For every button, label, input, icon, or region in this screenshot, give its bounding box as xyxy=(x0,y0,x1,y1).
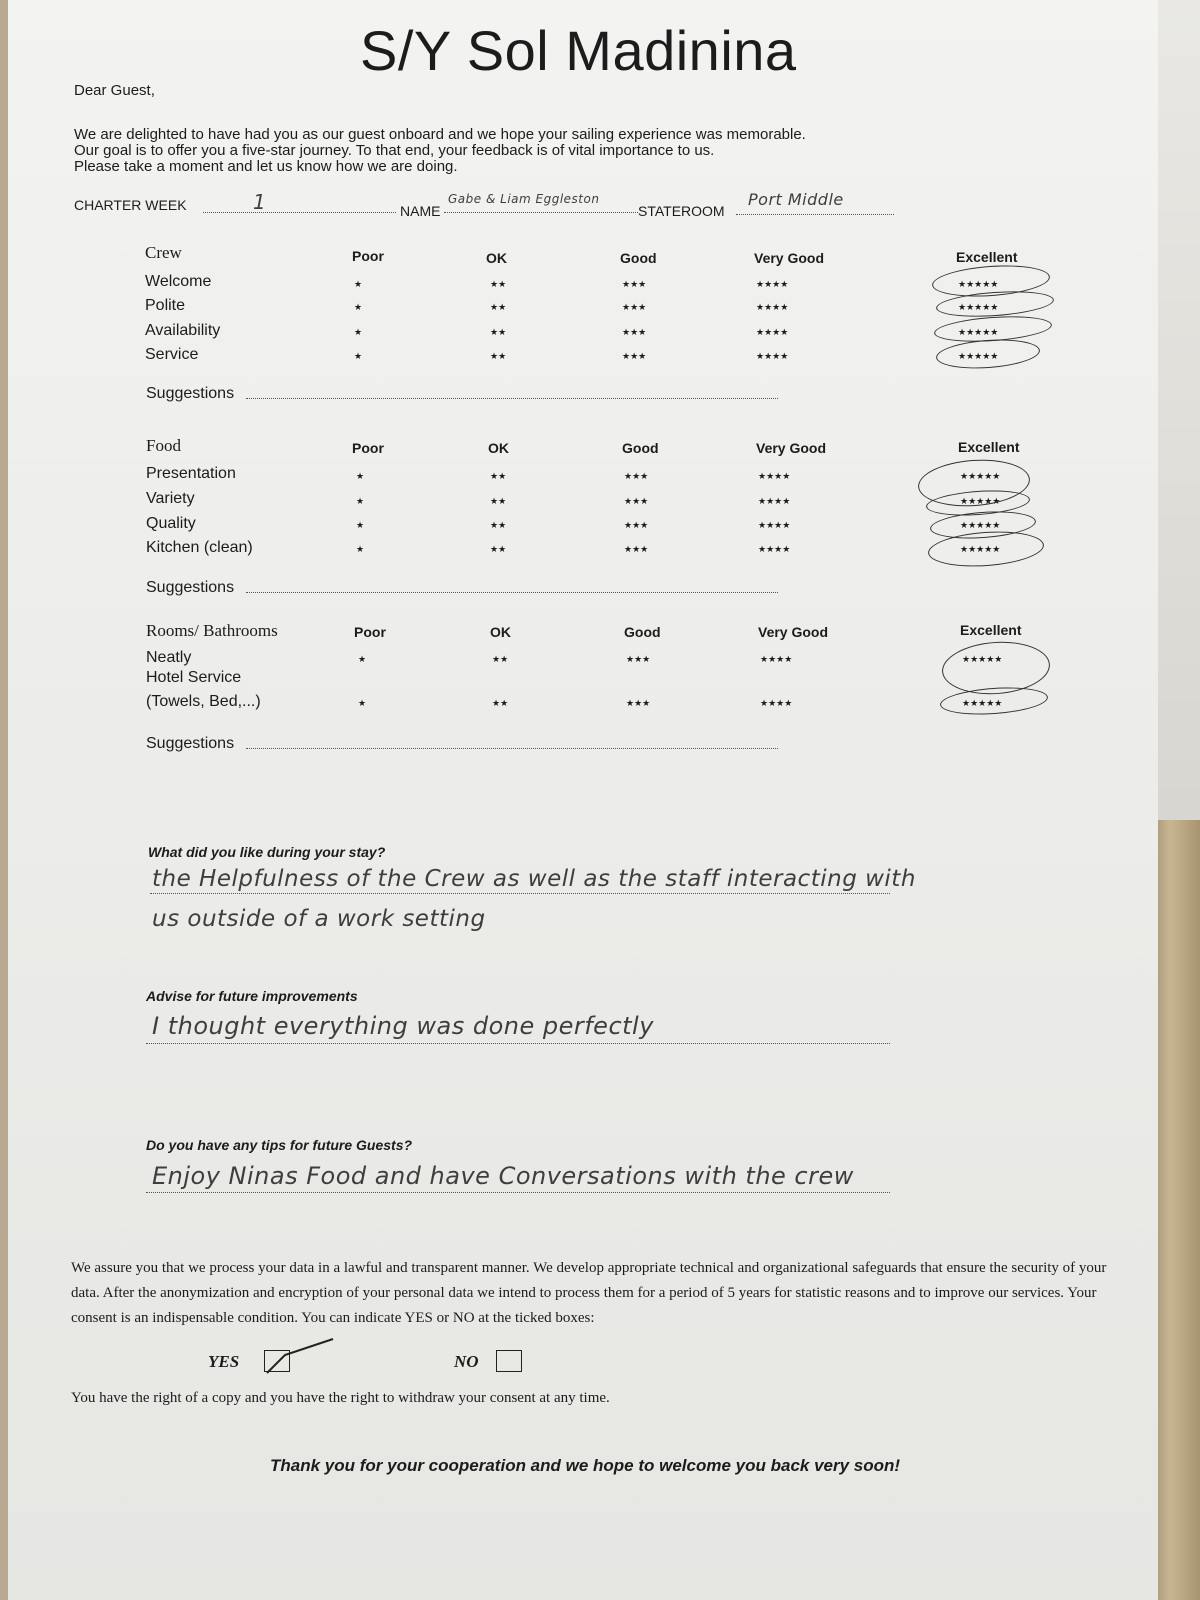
food-kitchen-star-2[interactable]: ★★ xyxy=(490,544,507,554)
crew-row-service-label: Service xyxy=(145,346,199,363)
food-presentation-star-2[interactable]: ★★ xyxy=(490,471,507,481)
stateroom-line xyxy=(736,214,894,215)
crew-header-poor: Poor xyxy=(352,248,384,264)
crew-availability-star-3[interactable]: ★★★ xyxy=(622,327,647,337)
food-presentation-star-5[interactable]: ★★★★★ xyxy=(960,471,1001,481)
charter-week-label: CHARTER WEEK xyxy=(74,197,187,213)
crew-availability-star-1[interactable]: ★ xyxy=(354,327,363,337)
crew-polite-star-4[interactable]: ★★★★ xyxy=(756,302,789,312)
food-header-good: Good xyxy=(622,440,659,456)
food-quality-star-5[interactable]: ★★★★★ xyxy=(960,520,1001,530)
crew-suggestions-line[interactable] xyxy=(246,398,778,399)
check-mark-icon xyxy=(263,1337,343,1377)
crew-header-good: Good xyxy=(620,250,657,266)
intro-line-3: Please take a moment and let us know how we are doing. xyxy=(74,158,458,175)
question-liked-answer-line-2[interactable]: us outside of a work setting xyxy=(152,906,486,932)
food-section-title: Food xyxy=(146,436,181,455)
crew-polite-star-3[interactable]: ★★★ xyxy=(622,302,647,312)
rooms-suggestions-line[interactable] xyxy=(246,748,778,749)
rooms-neatly-star-4[interactable]: ★★★★ xyxy=(760,654,793,664)
food-variety-star-5[interactable]: ★★★★★ xyxy=(960,496,1001,506)
thank-you-text: Thank you for your cooperation and we hope to welcome you back very soon! xyxy=(270,1456,901,1475)
food-variety-star-2[interactable]: ★★ xyxy=(490,496,507,506)
crew-header-very-good: Very Good xyxy=(754,250,825,266)
rooms-hotel-service-star-1[interactable]: ★ xyxy=(358,698,367,708)
rooms-row-neatly-label: Neatly xyxy=(146,649,192,666)
intro-line-1: We are delighted to have had you as our guest onboard and we hope your sailing experience was memorable. xyxy=(74,126,806,143)
food-quality-star-2[interactable]: ★★ xyxy=(490,520,507,530)
crew-welcome-star-5[interactable]: ★★★★★ xyxy=(958,279,999,289)
question-improvements-line xyxy=(146,1043,890,1044)
rooms-header-ok: OK xyxy=(490,624,511,640)
rooms-hotel-service-star-3[interactable]: ★★★ xyxy=(626,698,651,708)
rooms-row-hotel-service-label: Hotel Service xyxy=(146,669,242,686)
food-suggestions-label: Suggestions xyxy=(146,579,235,596)
charter-week-value[interactable]: 1 xyxy=(253,190,267,214)
consent-yes-checkbox[interactable] xyxy=(264,1350,290,1372)
rooms-header-good: Good xyxy=(624,624,661,640)
crew-row-availability-label: Availability xyxy=(145,322,221,339)
question-improvements-answer[interactable]: I thought everything was done perfectly xyxy=(152,1012,654,1040)
crew-welcome-star-2[interactable]: ★★ xyxy=(490,279,507,289)
crew-availability-star-4[interactable]: ★★★★ xyxy=(756,327,789,337)
food-row-variety-label: Variety xyxy=(146,490,195,507)
rooms-neatly-star-1[interactable]: ★ xyxy=(358,654,367,664)
name-line xyxy=(444,212,638,213)
food-variety-star-3[interactable]: ★★★ xyxy=(624,496,649,506)
rights-text: You have the right of a copy and you have the right to withdraw your consent at any time. xyxy=(71,1390,610,1406)
question-liked-label: What did you like during your stay? xyxy=(148,844,386,860)
food-kitchen-star-4[interactable]: ★★★★ xyxy=(758,544,791,554)
food-variety-star-1[interactable]: ★ xyxy=(356,496,365,506)
consent-no-checkbox[interactable] xyxy=(496,1350,522,1372)
question-liked-answer-line-1[interactable]: the Helpfulness of the Crew as well as the staff interacting with xyxy=(152,866,916,892)
crew-welcome-star-3[interactable]: ★★★ xyxy=(622,279,647,289)
crew-availability-star-2[interactable]: ★★ xyxy=(490,327,507,337)
rooms-header-very-good: Very Good xyxy=(758,624,829,640)
crew-row-polite-label: Polite xyxy=(145,297,186,314)
rooms-suggestions-label: Suggestions xyxy=(146,735,235,752)
data-privacy-text: We assure you that we process your data in a lawful and transparent manner. We develop appropriate technical and organizational safeguards that ensure the security of your data. After the anonymization and encryption of your personal data we intend to process them for a period of 5 years for statistic reasons and to improve our services. Your consent is an indispensable condition. You can indicate YES or NO at the ticked boxes: xyxy=(71,1260,1107,1326)
question-liked-line-1 xyxy=(150,893,890,894)
food-row-presentation-label: Presentation xyxy=(146,465,236,482)
crew-service-star-3[interactable]: ★★★ xyxy=(622,351,647,361)
consent-no-label: NO xyxy=(454,1352,479,1371)
food-header-poor: Poor xyxy=(352,440,384,456)
rooms-neatly-star-2[interactable]: ★★ xyxy=(492,654,509,664)
food-row-quality-label: Quality xyxy=(146,515,196,532)
food-header-ok: OK xyxy=(488,440,509,456)
question-tips-answer[interactable]: Enjoy Ninas Food and have Conversations with the crew xyxy=(152,1162,854,1190)
rooms-hotel-service-star-2[interactable]: ★★ xyxy=(492,698,509,708)
crew-welcome-star-4[interactable]: ★★★★ xyxy=(756,279,789,289)
crew-polite-star-5[interactable]: ★★★★★ xyxy=(958,302,999,312)
food-presentation-star-3[interactable]: ★★★ xyxy=(624,471,649,481)
feedback-form-sheet xyxy=(8,0,1158,1600)
crew-section-title: Crew xyxy=(145,243,182,262)
stateroom-value[interactable]: Port Middle xyxy=(748,190,844,209)
food-kitchen-star-3[interactable]: ★★★ xyxy=(624,544,649,554)
rooms-neatly-star-3[interactable]: ★★★ xyxy=(626,654,651,664)
stateroom-label: STATEROOM xyxy=(638,203,725,219)
crew-service-star-4[interactable]: ★★★★ xyxy=(756,351,789,361)
crew-row-welcome-label: Welcome xyxy=(145,273,212,290)
food-presentation-star-4[interactable]: ★★★★ xyxy=(758,471,791,481)
crew-service-star-2[interactable]: ★★ xyxy=(490,351,507,361)
food-variety-star-4[interactable]: ★★★★ xyxy=(758,496,791,506)
crew-service-star-5[interactable]: ★★★★★ xyxy=(958,351,999,361)
rooms-hotel-service-star-5[interactable]: ★★★★★ xyxy=(962,698,1003,708)
food-quality-star-1[interactable]: ★ xyxy=(356,520,365,530)
crew-header-excellent: Excellent xyxy=(956,249,1018,265)
rooms-header-excellent: Excellent xyxy=(960,622,1022,638)
food-header-very-good: Very Good xyxy=(756,440,827,456)
rooms-hotel-service-star-4[interactable]: ★★★★ xyxy=(760,698,793,708)
question-improvements-label: Advise for future improvements xyxy=(146,988,358,1004)
rooms-neatly-star-5[interactable]: ★★★★★ xyxy=(962,654,1003,664)
crew-service-star-1[interactable]: ★ xyxy=(354,351,363,361)
consent-yes-label: YES xyxy=(208,1352,240,1371)
food-header-excellent: Excellent xyxy=(958,439,1020,455)
name-label: NAME xyxy=(400,203,441,219)
question-tips-label: Do you have any tips for future Guests? xyxy=(146,1137,413,1153)
crew-polite-star-2[interactable]: ★★ xyxy=(490,302,507,312)
crew-header-ok: OK xyxy=(486,250,507,266)
food-quality-star-4[interactable]: ★★★★ xyxy=(758,520,791,530)
rooms-hotel-service-selection-circle xyxy=(939,684,1049,717)
rooms-section-title: Rooms/ Bathrooms xyxy=(146,621,278,640)
crew-welcome-star-1[interactable]: ★ xyxy=(354,279,363,289)
crew-suggestions-label: Suggestions xyxy=(146,385,235,402)
food-quality-star-3[interactable]: ★★★ xyxy=(624,520,649,530)
intro-line-2: Our goal is to offer you a five-star journey. To that end, your feedback is of vital importance to us. xyxy=(74,142,715,159)
food-row-kitchen-label: Kitchen (clean) xyxy=(146,539,253,556)
charter-week-line xyxy=(203,212,396,213)
food-kitchen-star-5[interactable]: ★★★★★ xyxy=(960,544,1001,554)
salutation: Dear Guest, xyxy=(74,82,155,99)
crew-availability-star-5[interactable]: ★★★★★ xyxy=(958,327,999,337)
name-value[interactable]: Gabe & Liam Eggleston xyxy=(448,192,600,206)
crew-service-selection-circle xyxy=(935,336,1041,371)
question-tips-line xyxy=(146,1192,890,1193)
rooms-header-poor: Poor xyxy=(354,624,386,640)
food-presentation-star-1[interactable]: ★ xyxy=(356,471,365,481)
food-kitchen-star-1[interactable]: ★ xyxy=(356,544,365,554)
rooms-row-towels-label: (Towels, Bed,...) xyxy=(146,693,261,710)
form-title: S/Y Sol Madinina xyxy=(360,19,797,82)
food-suggestions-line[interactable] xyxy=(246,592,778,593)
crew-polite-star-1[interactable]: ★ xyxy=(354,302,363,312)
